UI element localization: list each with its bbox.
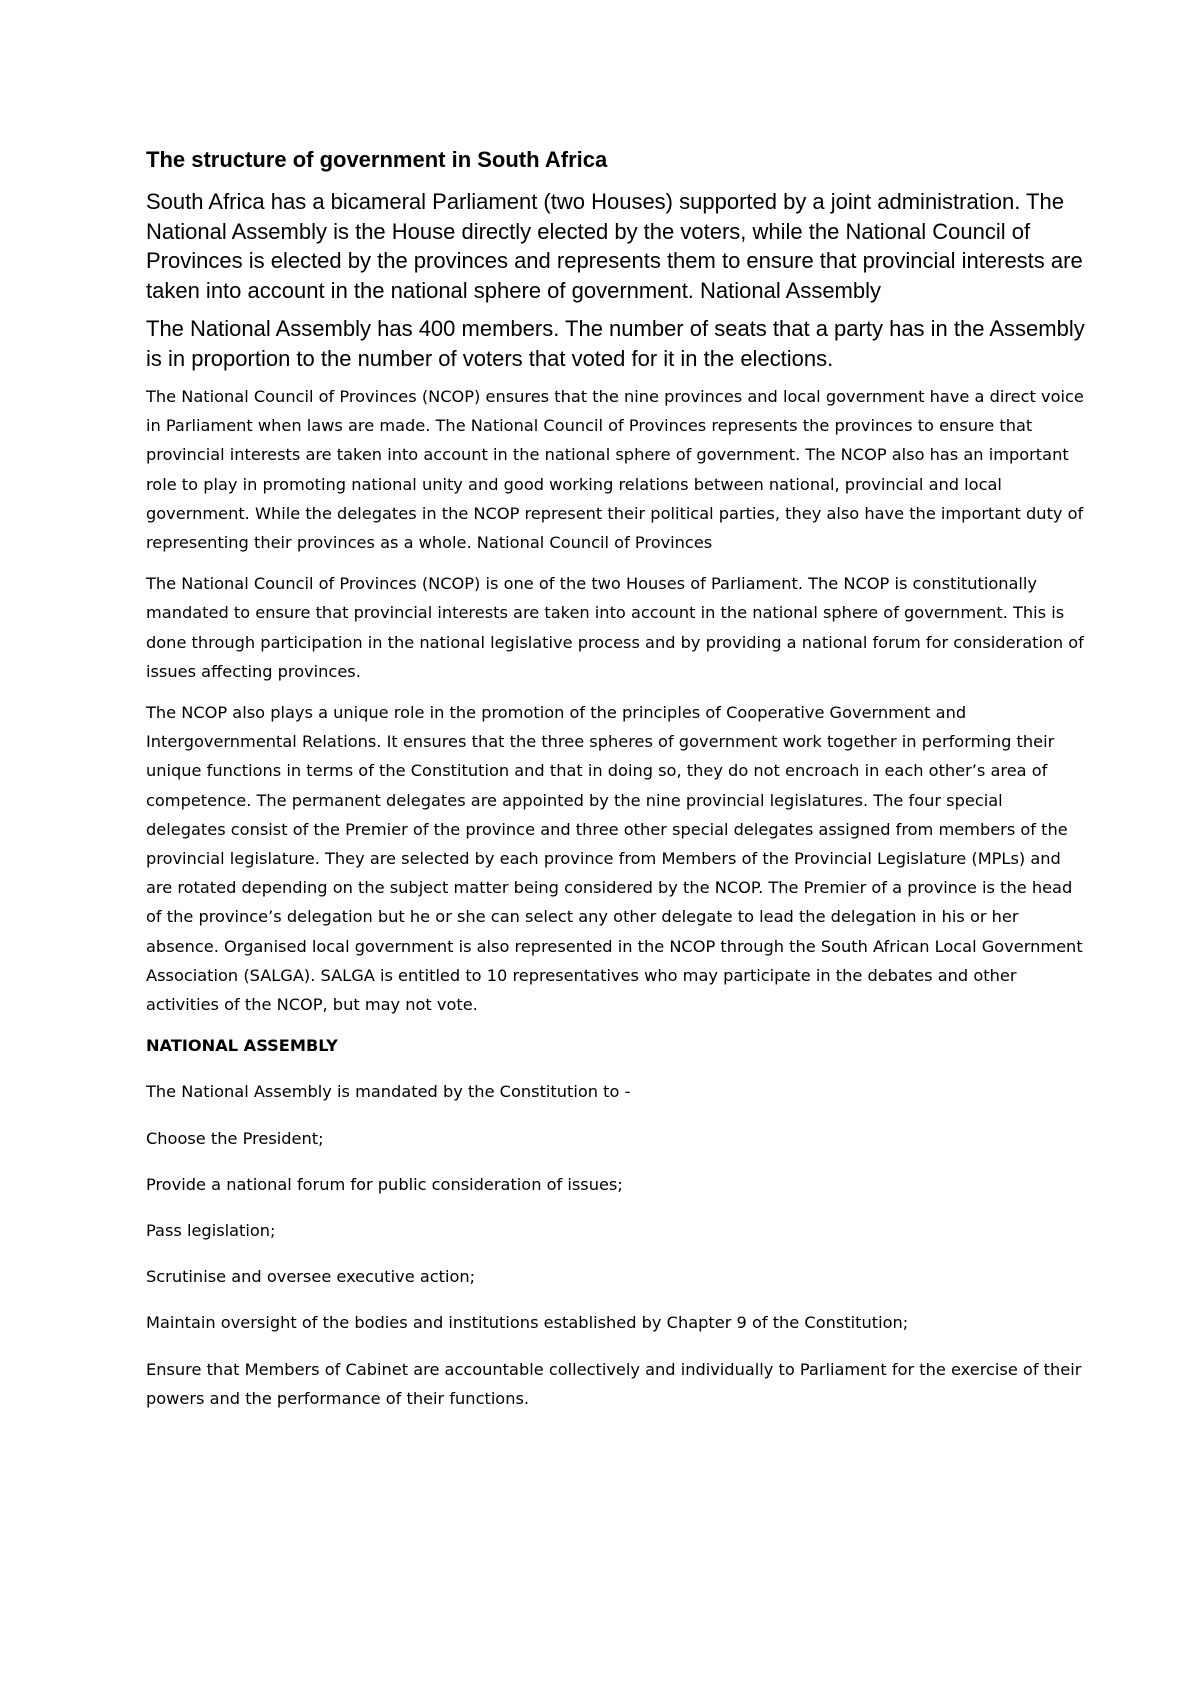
document-title: The structure of government in South Africa: [146, 147, 608, 172]
paragraph-ncop-voice: The National Council of Provinces (NCOP) ensures that the nine provinces and local government have a direct voice in Parliament when laws are made. The National Council of Provinces represents the provinces to ensure that provincial interests are taken into account in the national sphere of government. The NCOP also has an important role to play in promoting national unity and good working relations between national, provincial and local government. While the delegates in the NCOP represent their political parties, they also have the important duty of representing their provinces as a whole. National Council of Provinces: [146, 387, 1084, 553]
paragraph-ncop-mandate: The National Council of Provinces (NCOP) is one of the two Houses of Parliament. The NCOP is constitutionally mandated to ensure that provincial interests are taken into account in the national sphere of government. This is done through participation in the national legislative process and by providing a national forum for consideration of issues affecting provinces.: [146, 574, 1084, 681]
intro-paragraph-assembly-members: The National Assembly has 400 members. The number of seats that a party has in the Assembly is in proportion to the number of voters that voted for it in the elections.: [146, 316, 1085, 371]
mandate-item-scrutinise: Scrutinise and oversee executive action;: [146, 1267, 476, 1287]
mandate-item-oversight-chapter-9: Maintain oversight of the bodies and institutions established by Chapter 9 of the Constitution;: [146, 1313, 909, 1333]
paragraph-ncop-role: The NCOP also plays a unique role in the promotion of the principles of Cooperative Government and Intergovernmental Relations. It ensures that the three spheres of government work together in performing their unique functions in terms of the Constitution and that in doing so, they do not encroach in each other’s area of competence. The permanent delegates are appointed by the nine provincial legislatures. The four special delegates consist of the Premier of the province and three other special delegates assigned from members of the provincial legislature. They are selected by each province from Members of the Provincial Legislature (MPLs) and are rotated depending on the subject matter being considered by the NCOP. The Premier of a province is the head of the province’s delegation but he or she can select any other delegate to lead the delegation in his or her absence. Organised local government is also represented in the NCOP through the South African Local Government Association (SALGA). SALGA is entitled to 10 representatives who may participate in the debates and other activities of the NCOP, but may not vote.: [146, 703, 1083, 1015]
section-heading-national-assembly: NATIONAL ASSEMBLY: [146, 1036, 338, 1056]
mandate-item-choose-president: Choose the President;: [146, 1128, 324, 1148]
intro-paragraph-parliament: South Africa has a bicameral Parliament (two Houses) supported by a joint administration. The National Assembly is the House directly elected by the voters, while the National Council of Provinces is elected by the provinces and represents them to ensure that provincial interests are taken into account in the national sphere of government. National Assembly: [146, 189, 1083, 303]
mandate-item-cabinet-accountable: Ensure that Members of Cabinet are accountable collectively and individually to Parliament for the exercise of their powers and the performance of their functions.: [146, 1359, 1082, 1408]
mandate-intro: The National Assembly is mandated by the Constitution to -: [146, 1082, 631, 1102]
mandate-item-pass-legislation: Pass legislation;: [146, 1221, 276, 1241]
document-content: [146, 146, 1086, 1430]
mandate-item-national-forum: Provide a national forum for public consideration of issues;: [146, 1174, 623, 1194]
